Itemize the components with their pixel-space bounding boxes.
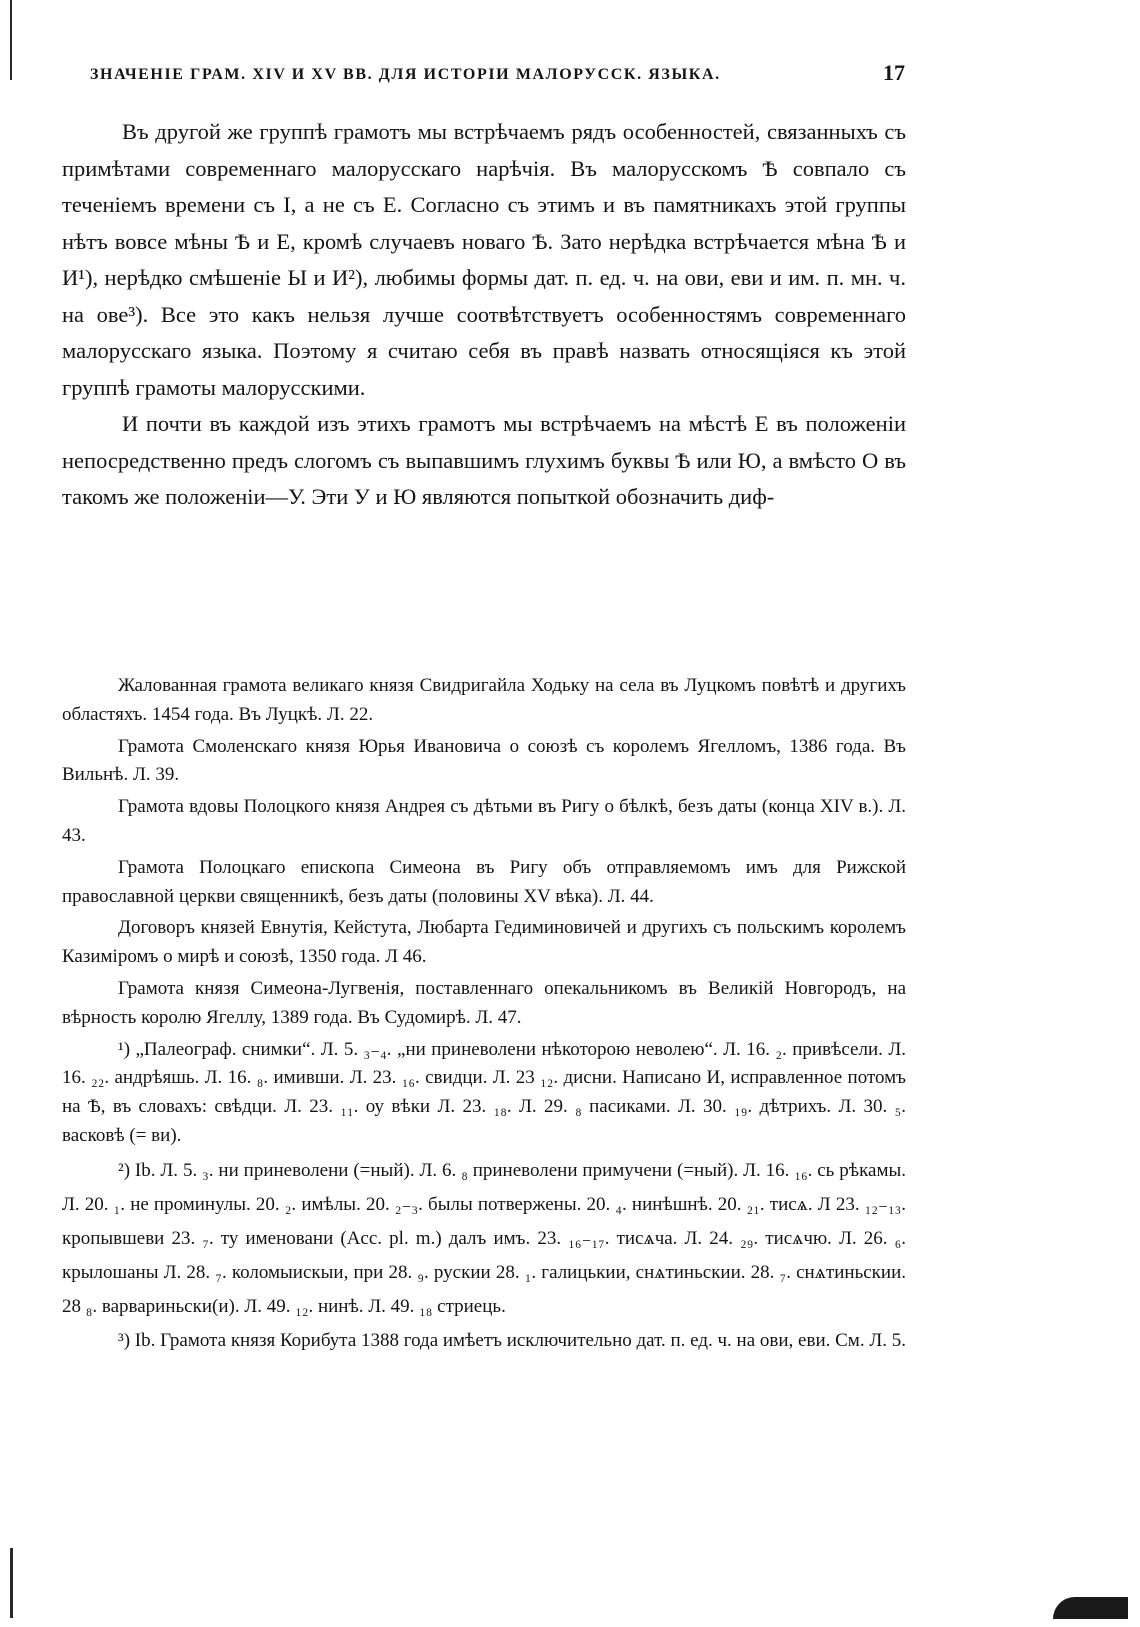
footnote-1: ¹) „Палеограф. снимки“. Л. 5. ₃₋₄. „ни приневолени нѣкоторою неволею“. Л. 16. ₂. привѣсели. Л. 16. ₂₂. андрѣяшь. Л. 16. ₈. имивши. Л. 23. ₁₆. свидци. Л. 23 ₁₂. дисни. Написано И, исправленное потомъ на Ѣ, въ словахъ: свѣдци. Л. 23. ₁₁. оу вѣки Л. 23. ₁₈. Л. 29. ₈ пасиками. Л. 30. ₁₉. дѣтрихъ. Л. 30. ₅. васковѣ (= ви). bbox=[62, 1038, 906, 1146]
footnotes bbox=[62, 672, 906, 1359]
page-number: 17 bbox=[883, 60, 905, 85]
source-note: Грамота князя Симеона-Лугвенія, поставленнаго опекальникомъ въ Великій Новгородъ, на вѣрность королю Ягеллу, 1389 года. Въ Судомирѣ. Л. 47. bbox=[62, 977, 906, 1028]
footnote-3: ³) Ib. Грамота князя Корибута 1388 года имѣетъ исключительно дат. п. ед. ч. на ови, еви. См. Л. 5. bbox=[118, 1329, 906, 1351]
source-note: Договоръ князей Евнутія, Кейстута, Любарта Гедиминовичей и другихъ съ польскимъ королемъ Казиміромъ о мирѣ и союзѣ, 1350 года. Л 46. bbox=[62, 917, 906, 968]
source-note: Грамота Смоленскаго князя Юрья Ивановича о союзѣ съ королемъ Ягелломъ, 1386 года. Въ Вильнѣ. Л. 39. bbox=[62, 735, 906, 786]
page-header bbox=[90, 60, 905, 90]
running-title: ЗНАЧЕНІЕ ГРАМ. XIV И XV ВВ. ДЛЯ ИСТОРІИ МАЛОРУССК. ЯЗЫКА. bbox=[90, 66, 721, 83]
footnote-2: ²) Ib. Л. 5. ₃. ни приневолени (=ный). Л. 6. ₈ приневолени примучени (=ный). Л. 16. ₁₆. сь рѣкамы. Л. 20. ₁. не проминулы. 20. ₂. имѣлы. 20. ₂₋₃. былы потвержены. 20. ₄. нинѣшнѣ. 20. ₂₁. тисѧ. Л 23. ₁₂₋₁₃. кропывшеви 23. ₇. ту именовани (Acc. pl. m.) далъ имъ. 23. ₁₆₋₁₇. тисѧча. Л. 24. ₂₉. тисѧчю. Л. 26. ₆. крылошаны Л. 28. ₇. коломыискыи, при 28. ₉. рускии 28. ₁. галицькии, снѧтиньскии. 28. ₇. снѧтиньскии. 28 ₈. варвариньски(и). Л. 49. ₁₂. нинѣ. Л. 49. ₁₈ стриець. bbox=[62, 1159, 906, 1317]
page-corner-mark bbox=[1053, 1597, 1128, 1619]
body-paragraph: И почти въ каждой изъ этихъ грамотъ мы встрѣчаемъ на мѣстѣ Е въ положеніи непосредственно предъ слогомъ съ выпавшимъ глухимъ буквы Ѣ или Ю, а вмѣсто О въ такомъ же положеніи—У. Эти У и Ю являются попыткой обозначить диф- bbox=[62, 411, 906, 509]
source-note: Грамота Полоцкаго епископа Симеона въ Ригу объ отправляемомъ имъ для Рижской православной церкви священникѣ, безъ даты (половины XV вѣка). Л. 44. bbox=[62, 856, 906, 907]
page-edge-line bbox=[10, 0, 12, 80]
page-edge-line-bottom bbox=[10, 1548, 13, 1618]
source-note: Грамота вдовы Полоцкого князя Андрея съ дѣтьми въ Ригу о бѣлкѣ, безъ даты (конца XIV в.). Л. 43. bbox=[62, 796, 906, 846]
source-note: Жалованная грамота великаго князя Свидригайла Ходьку на села въ Луцкомъ повѣтѣ и другихъ областяхъ. 1454 года. Въ Луцкѣ. Л. 22. bbox=[62, 675, 906, 725]
body-paragraph: Въ другой же группѣ грамотъ мы встрѣчаемъ рядъ особенностей, связанныхъ съ примѣтами современнаго малорусскаго нарѣчія. Въ малорусскомъ Ѣ совпало съ теченіемъ времени съ І, а не съ Е. Согласно съ этимъ и въ памятникахъ этой группы нѣтъ вовсе мѣны Ѣ и Е, кромѣ случаевъ новаго Ѣ. Зато нерѣдка встрѣчается мѣна Ѣ и И¹), нерѣдко смѣшеніе Ы и И²), любимы формы дат. п. ед. ч. на ови, еви и им. п. мн. ч. на ове³). Все это какъ нельзя лучше соотвѣтствуетъ особенностямъ современнаго малорусскаго языка. Поэтому я считаю себя въ правѣ назвать относящіяся къ этой группѣ грамоты малорусскими. bbox=[62, 119, 906, 400]
body-text bbox=[62, 114, 906, 516]
